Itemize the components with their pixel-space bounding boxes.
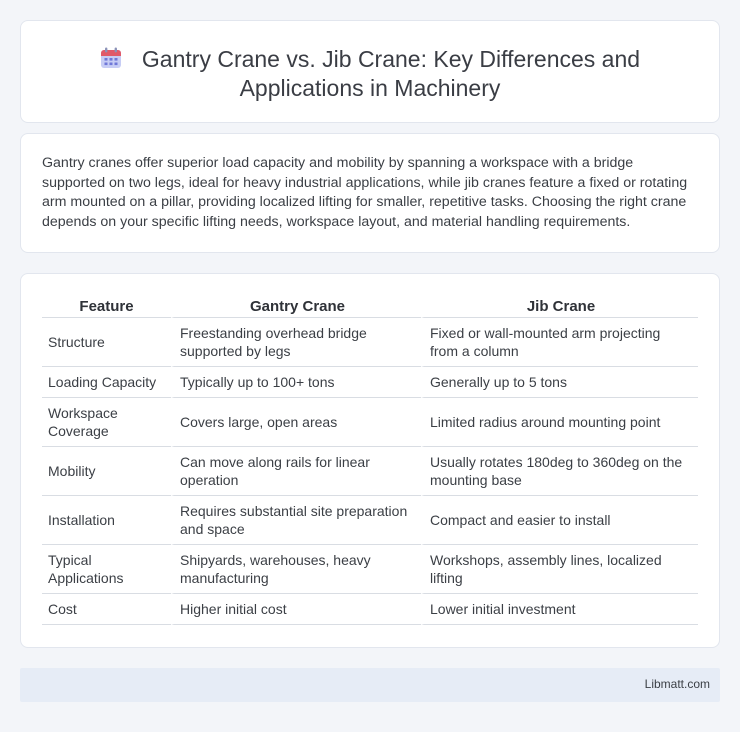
header-jib-crane: Jib Crane (421, 296, 698, 318)
feature-cell: Cost (42, 594, 171, 625)
jib-cell: Usually rotates 180deg to 360deg on the mounting base (421, 447, 698, 496)
header-gantry-crane: Gantry Crane (171, 296, 421, 318)
table-header-row (42, 296, 698, 318)
page-title (21, 45, 719, 103)
jib-cell: Compact and easier to install (421, 496, 698, 545)
feature-cell: Loading Capacity (42, 367, 171, 398)
table-row (42, 447, 698, 496)
gantry-cell: Requires substantial site preparation and space (171, 496, 421, 545)
feature-cell: Structure (42, 318, 171, 367)
feature-cell: Typical Applications (42, 545, 171, 594)
footer-bar (20, 668, 720, 702)
feature-cell: Mobility (42, 447, 171, 496)
jib-cell: Generally up to 5 tons (421, 367, 698, 398)
comparison-table (42, 296, 698, 625)
gantry-cell: Higher initial cost (171, 594, 421, 625)
feature-cell: Workspace Coverage (42, 398, 171, 447)
gantry-cell: Shipyards, warehouses, heavy manufacturing (171, 545, 421, 594)
jib-cell: Workshops, assembly lines, localized lifting (421, 545, 698, 594)
gantry-cell: Freestanding overhead bridge supported by legs (171, 318, 421, 367)
jib-cell: Lower initial investment (421, 594, 698, 625)
gantry-cell: Can move along rails for linear operation (171, 447, 421, 496)
calendar-icon (100, 47, 122, 69)
header-feature: Feature (42, 296, 171, 318)
title-line-2: Applications in Machinery (239, 75, 501, 101)
title-card (20, 20, 720, 123)
table-row (42, 367, 698, 398)
gantry-cell: Covers large, open areas (171, 398, 421, 447)
comparison-card (20, 273, 720, 648)
table-row (42, 398, 698, 447)
jib-cell: Limited radius around mounting point (421, 398, 698, 447)
title-line-1: Gantry Crane vs. Jib Crane: Key Differences and (141, 46, 641, 72)
summary-card (20, 133, 720, 253)
feature-cell: Installation (42, 496, 171, 545)
table-row (42, 594, 698, 625)
jib-cell: Fixed or wall-mounted arm projecting from a column (421, 318, 698, 367)
footer-brand-link[interactable]: Libmatt.com (644, 677, 710, 691)
table-row (42, 318, 698, 367)
summary-text: Gantry cranes offer superior load capacity and mobility by spanning a workspace with a bridge supported on two legs, ideal for heavy industrial applications, while jib cranes feature a fixed or rotating arm mounted on a pillar, providing localized lifting for smaller, repetitive tasks. Choosing the right crane depends on your specific lifting needs, workspace layout, and material handling requirements. (42, 155, 688, 230)
table-row (42, 545, 698, 594)
gantry-cell: Typically up to 100+ tons (171, 367, 421, 398)
table-row (42, 496, 698, 545)
